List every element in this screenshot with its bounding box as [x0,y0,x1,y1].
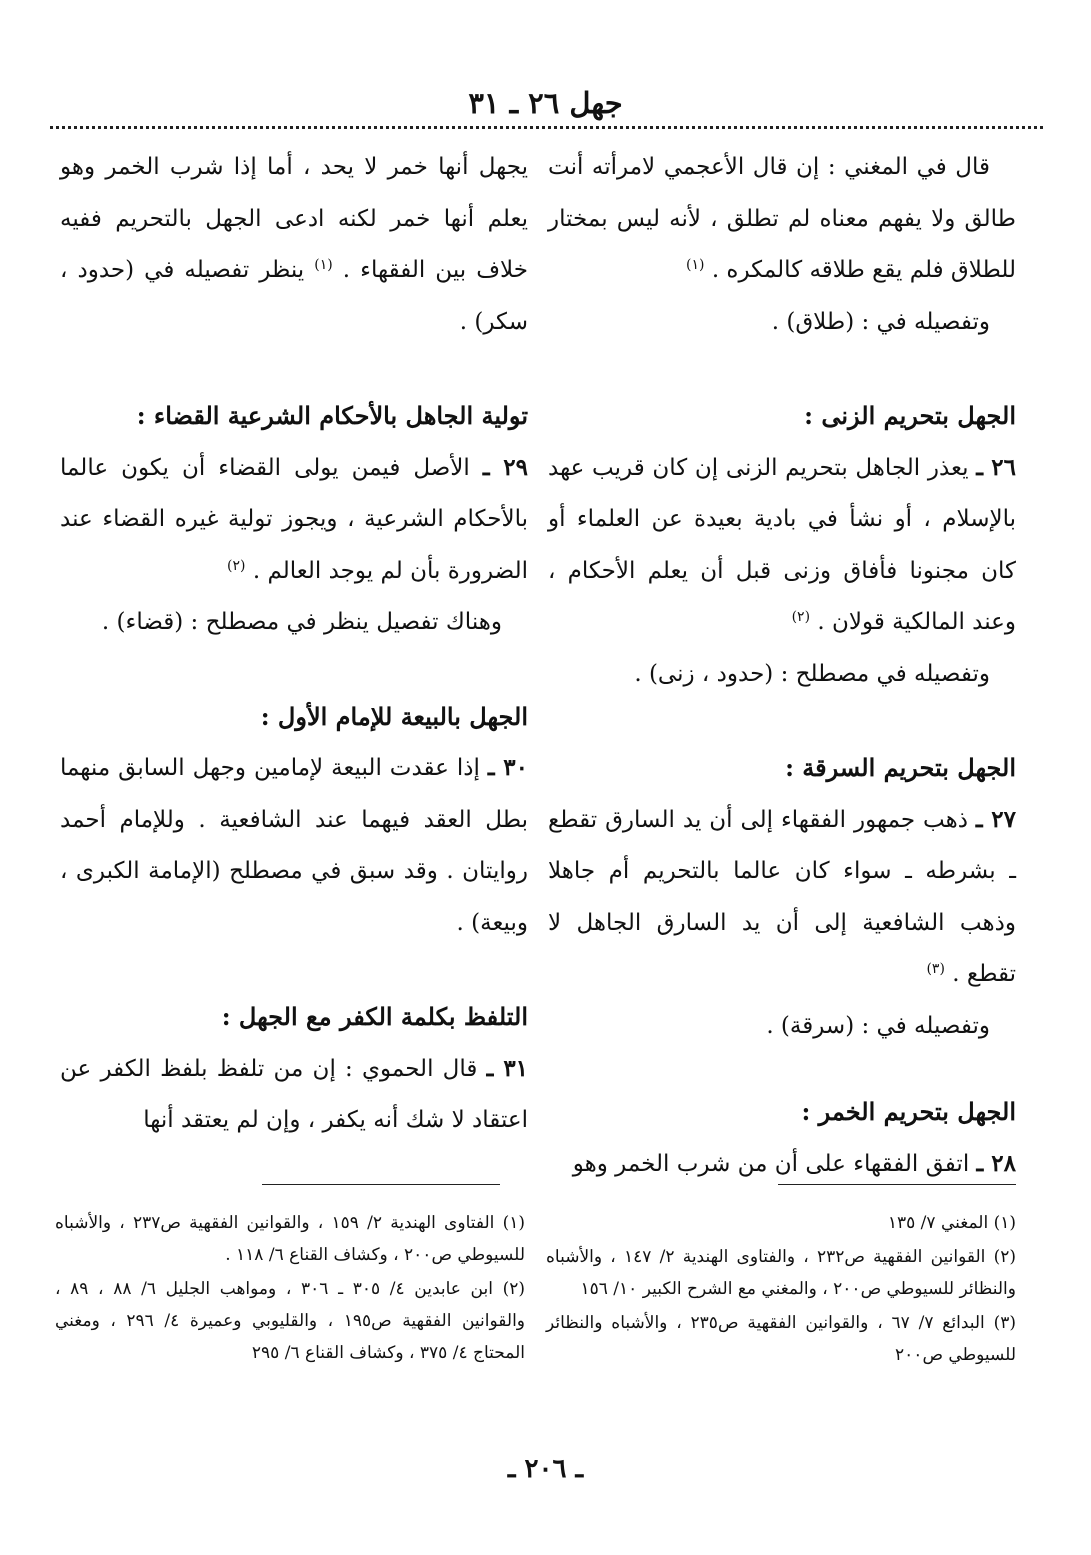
section-number: ٢٩ ـ [482,453,529,481]
section-number: ٣١ ـ [486,1054,529,1082]
section-26-see-also: وتفصيله في مصطلح : (حدود ، زنى) . [634,660,990,687]
section-28-continuation: يجهل أنها خمر لا يحد ، أما إذا شرب الخمر وهو يعلم أنها خمر لكنه ادعى الجهل بالتحريم ففيه خلاف بين الفقهاء . $^{(١)}$ ينظر تفصيله في (حدود ، سكر) . [60,154,529,335]
section-number: ٣٠ ـ [487,754,529,781]
footnotes-right [546,1207,1016,1373]
section-29-heading: تولية الجاهل بالأحكام الشرعية القضاء : [136,401,528,430]
right-column [548,142,1016,1190]
section-28-paragraph: ٢٨ ـ اتفق الفقهاء على أن من شرب الخمر وهو [572,1149,1016,1177]
section-29-paragraph: ٢٩ ـ الأصل فيمن يولى القضاء أن يكون عالما بالأحكام الشرعية ، ويجوز تولية غيره القضاء عند الضرورة بأن لم يوجد العالم . $^{(٢)}$ [60,453,529,584]
section-27-paragraph: ٢٧ ـ ذهب جمهور الفقهاء إلى أن يد السارق تقطع ـ بشرطه ـ سواء كان عالما بالتحريم أم جاهلا وذهب الشافعية إلى أن يد السارق الجاهل لا تقطع . $^{(٣)}$ [548,805,1017,987]
footnotes-left [55,1207,525,1371]
section-27-see-also: وتفصيله في : (سرقة) . [766,1012,990,1039]
footnote-ref: (٢) [791,609,811,625]
page-number: ـ ٢٠٦ ـ [507,1454,584,1484]
section-31-paragraph: ٣١ ـ قال الحموي : إن من تلفظ بلفظ الكفر عن اعتقاد لا شك أنه يكفر ، وإن لم يعتقد أنها [60,1054,529,1133]
footnote-divider-left [262,1184,500,1185]
section-29-see-also: وهناك تفصيل ينظر في مصطلح : (قضاء) . [101,609,502,635]
section-26-paragraph: ٢٦ ـ يعذر الجاهل بتحريم الزنى إن كان قريب عهد بالإسلام ، أو نشأ في بادية بعيدة عن العلماء أو كان مجنونا فأفاق وزنى قبل أن يعلم الأحكام ، وعند المالكية قولان . $^{(٢)}$ [548,453,1017,635]
footnote: (٣) البدائع ٧/ ٦٧ ، والقوانين الفقهية ص٢٣٥ ، والأشباه والنظائر للسيوطي ص٢٠٠ [546,1313,1017,1365]
section-number: ٢٦ ـ [976,453,1017,481]
header-dotted-rule [50,126,1043,129]
section-30-paragraph: ٣٠ ـ إذا عقدت البيعة لإمامين وجهل السابق منهما بطل العقد فيهما عند الشافعية . وللإمام أحمد روايتان . وقد سبق في مصطلح (الإمامة الكبرى ، وبيعة) . [60,754,529,936]
footnote: (١) المغني ٧/ ١٣٥ [887,1213,1016,1233]
footnote: (٢) القوانين الفقهية ص٢٣٢ ، والفتاوى الهندية ٢/ ١٤٧ ، والأشباه والنظائر للسيوطي ص٢٠٠ ، والمغني مع الشرح الكبير ١٠/ ١٥٦ [546,1247,1017,1299]
intro-see-also: وتفصيله في : (طلاق) . [771,308,990,335]
intro-paragraph: قال في المغني : إن قال الأعجمي لامرأته أنت طالق ولا يفهم معناه لم تطلق ، لأنه ليس بمختار للطلاق فلم يقع طلاقه كالمكره . $^{(١)}$ [548,154,1016,283]
footnote-ref: (٣) [926,961,945,977]
left-column [60,142,528,1147]
footnote: (١) الفتاوى الهندية ٢/ ١٥٩ ، والقوانين الفقهية ص٢٣٧ ، والأشباه للسيوطي ص٢٠٠ ، وكشاف القناع ٦/ ١١٨ . [55,1213,526,1265]
section-28-heading: الجهل بتحريم الخمر : [801,1097,1016,1126]
section-27-heading: الجهل بتحريم السرقة : [785,753,1016,782]
section-31-heading: التلفظ بكلمة الكفر مع الجهل : [221,1002,528,1031]
running-header: جهل ٢٦ ـ ٣١ [468,86,623,120]
section-26-heading: الجهل بتحريم الزنى : [804,401,1016,430]
footnote-divider-right [778,1184,1016,1185]
footnote-ref: (١) [686,257,705,273]
section-30-heading: الجهل بالبيعة للإمام الأول : [260,701,528,731]
footnote-ref: (٢) [227,557,246,574]
section-number: ٢٨ ـ [976,1149,1016,1177]
footnote-ref: (١) [314,257,333,273]
footnote: (٢) ابن عابدين ٤/ ٣٠٥ ـ ٣٠٦ ، ومواهب الجليل ٦/ ٨٨ ، ٨٩ ، والقوانين الفقهية ص١٩٥ ، والقليوبي وعميرة ٤/ ٢٩٦ ، ومغني المحتاج ٤/ ٣٧٥ ، وكشاف القناع ٦/ ٢٩٥ [55,1279,526,1363]
section-number: ٢٧ ـ [975,805,1017,833]
